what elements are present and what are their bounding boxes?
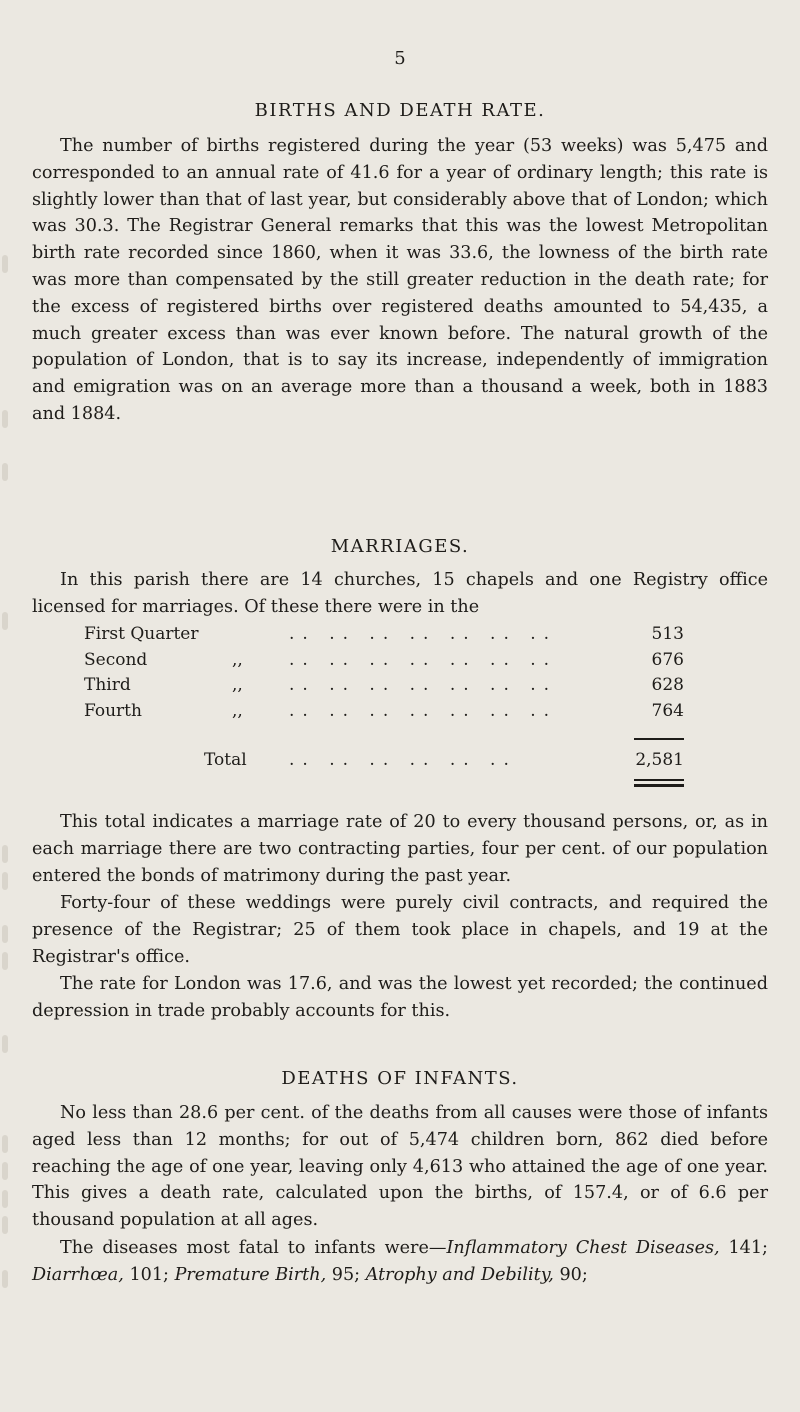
marriages-total [84,748,684,774]
marriages-table [84,622,684,724]
paragraph-infant-deaths [32,1100,768,1234]
paragraph-births [32,133,768,428]
row-value: 676 [651,649,684,670]
infant-deaths-text: No less than 28.6 per cent. of the deaths from all causes were those of infants aged less than 12 months; for out of 5,474 children born, 862 died before reaching the age of one year, leaving only 4,613 who attained the age of one year. This gives a death rate, calculated upon the births, of 157.4, or of 6.6 per thousand population at all ages. [32,1103,768,1231]
leader-dots: .. .. .. .. .. .. .. [289,675,558,695]
binding-margin [0,0,14,1412]
count-diarrhoea: 101; [123,1264,175,1285]
total-rule-lower [634,784,684,787]
row-label: Second [84,649,148,670]
ditto-mark: ,, [232,700,243,721]
table-row-q4 [84,699,684,725]
disease-atrophy-debility: Atrophy and Debility, [365,1264,554,1285]
paragraph-infant-diseases [32,1235,768,1289]
row-label: Third [84,675,131,695]
leader-dots: .. .. .. .. .. .. .. [289,700,558,721]
total-rule-upper [634,779,684,781]
count-chest: 141; [719,1238,768,1258]
paragraph-london-rate [32,971,768,1025]
total-value: 2,581 [635,750,684,770]
disease-diarrhoea: Diarrhœa, [32,1264,124,1285]
leader-dots: .. .. .. .. .. .. .. [289,624,558,644]
marriages-intro-text: In this parish there are 14 churches, 15 chapels and one Registry office licensed for marriages. Of these there were in the [32,570,768,617]
london-rate-text: The rate for London was 17.6, and was the lowest yet recorded; the continued depression in trade probably accounts for this. [32,974,768,1021]
table-row-q1 [84,622,684,648]
count-atrophy-debility: 90; [553,1264,588,1285]
marriage-rate-text: This total indicates a marriage rate of 20 to every thousand persons, or, as in each marriage there are two contracting parties, four per cent. of our population entered the bonds of matrimony during the past year. [32,812,768,886]
subtotal-rule [634,738,684,740]
page-number: 5 [394,48,406,69]
disease-chest: Inflammatory Chest Diseases, [446,1238,720,1258]
count-premature-birth: 95; [326,1264,366,1285]
row-value: 513 [651,624,684,644]
row-value: 764 [651,700,684,721]
leader-dots: .. .. .. .. .. .. .. [289,649,558,670]
heading-deaths-of-infants: DEATHS OF INFANTS. [281,1068,519,1089]
total-label: Total [204,750,247,770]
table-row-total [84,748,684,774]
row-label: Fourth [84,700,142,721]
table-row-q2 [84,648,684,674]
row-label: First Quarter [84,624,199,644]
row-value: 628 [651,675,684,695]
ditto-mark: ,, [232,649,243,670]
paragraph-marriage-rate [32,809,768,889]
disease-premature-birth: Premature Birth, [174,1264,327,1285]
heading-marriages: MARRIAGES. [330,536,470,557]
diseases-lead: The diseases most fatal to infants were— [60,1238,447,1258]
paragraph-marriages-intro [32,567,768,621]
leader-dots: .. .. .. .. .. .. [289,750,517,770]
ditto-mark: ,, [232,675,243,695]
civil-contracts-text: Forty-four of these weddings were purely civil contracts, and required the presence of the Registrar; 25 of them took place in chapels, and 19 at the Registrar's office. [32,893,768,967]
heading-births-death-rate: BIRTHS AND DEATH RATE. [254,100,546,121]
paragraph-births-text: The number of births registered during the year (53 weeks) was 5,475 and corresponded to an annual rate of 41.6 for a year of ordinary length; this rate is slightly lower than that of last year, but considerably above that of London; which was 30.3. The Registrar General remarks that this was the lowest Metropolitan birth rate recorded since 1860, when it was 33.6, the lowness of the birth rate was more than compensated by the still greater reduction in the death rate; for the excess of registered births over registered deaths amounted to 54,435, a much greater excess than was ever known before. The natural growth of the population of London, that is to say its increase, independently of immigration and emigration was on an average more than a thousand a week, both in 1883 and 1884. [32,136,768,424]
table-row-q3 [84,673,684,699]
paragraph-civil-contracts [32,890,768,970]
